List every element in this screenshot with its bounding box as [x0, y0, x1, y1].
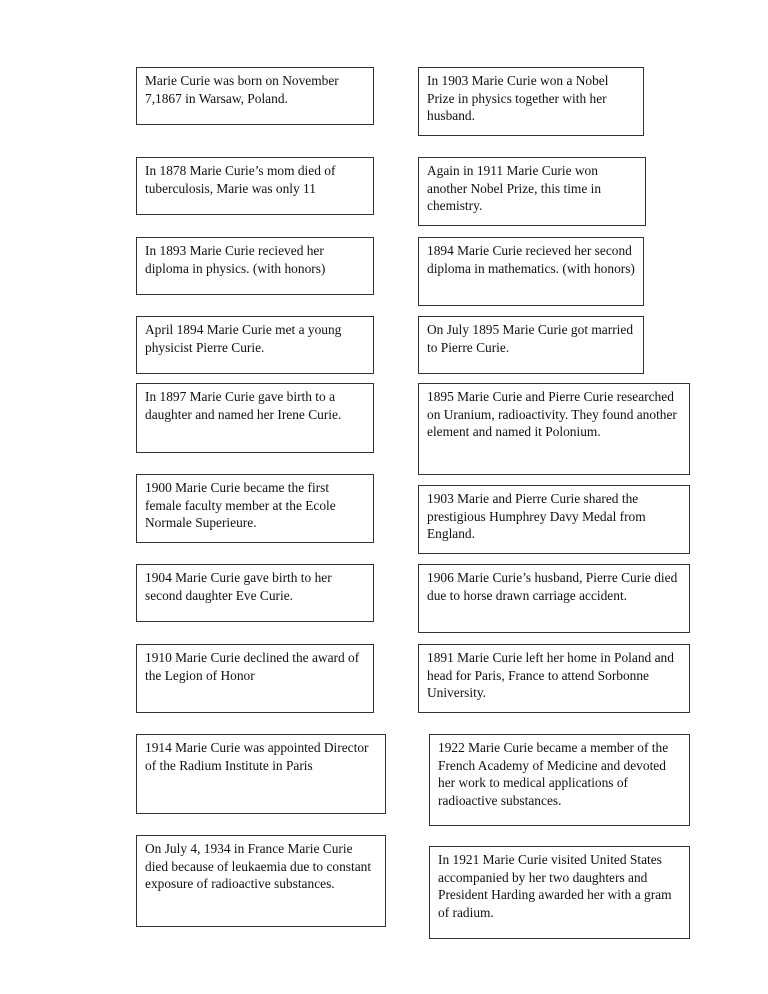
timeline-card-pierre-died-1906: 1906 Marie Curie’s husband, Pierre Curie died due to horse drawn carriage accident.: [418, 564, 690, 633]
timeline-card-academy-medicine-1922: 1922 Marie Curie became a member of the French Academy of Medicine and devoted her work to medical applications of radioactive substances.: [429, 734, 690, 826]
timeline-card-born-1867: Marie Curie was born on November 7,1867 in Warsaw, Poland.: [136, 67, 374, 125]
timeline-card-married-1895: On July 1895 Marie Curie got married to Pierre Curie.: [418, 316, 644, 374]
timeline-card-death-1934: On July 4, 1934 in France Marie Curie died because of leukaemia due to constant exposure of radioactive substances.: [136, 835, 386, 927]
timeline-card-math-diploma-1894: 1894 Marie Curie recieved her second diploma in mathematics. (with honors): [418, 237, 644, 306]
timeline-card-irene-born-1897: In 1897 Marie Curie gave birth to a daughter and named her Irene Curie.: [136, 383, 374, 453]
timeline-card-legion-honor-1910: 1910 Marie Curie declined the award of the Legion of Honor: [136, 644, 374, 713]
timeline-card-physics-diploma-1893: In 1893 Marie Curie recieved her diploma in physics. (with honors): [136, 237, 374, 295]
timeline-card-met-pierre-1894: April 1894 Marie Curie met a young physicist Pierre Curie.: [136, 316, 374, 374]
timeline-card-davy-medal-1903: 1903 Marie and Pierre Curie shared the prestigious Humphrey Davy Medal from England.: [418, 485, 690, 554]
timeline-card-nobel-physics-1903: In 1903 Marie Curie won a Nobel Prize in physics together with her husband.: [418, 67, 644, 136]
timeline-card-polonium-1895: 1895 Marie Curie and Pierre Curie researched on Uranium, radioactivity. They found another element and named it Polonium.: [418, 383, 690, 475]
timeline-card-nobel-chemistry-1911: Again in 1911 Marie Curie won another Nobel Prize, this time in chemistry.: [418, 157, 646, 226]
timeline-card-faculty-1900: 1900 Marie Curie became the first female faculty member at the Ecole Normale Superieure.: [136, 474, 374, 543]
timeline-card-radium-institute-1914: 1914 Marie Curie was appointed Director of the Radium Institute in Paris: [136, 734, 386, 814]
timeline-card-eve-born-1904: 1904 Marie Curie gave birth to her second daughter Eve Curie.: [136, 564, 374, 622]
timeline-card-left-poland-1891: 1891 Marie Curie left her home in Poland and head for Paris, France to attend Sorbonne University.: [418, 644, 690, 713]
timeline-card-us-visit-1921: In 1921 Marie Curie visited United States accompanied by her two daughters and President Harding awarded her with a gram of radium.: [429, 846, 690, 939]
timeline-card-mother-died-1878: In 1878 Marie Curie’s mom died of tuberculosis, Marie was only 11: [136, 157, 374, 215]
